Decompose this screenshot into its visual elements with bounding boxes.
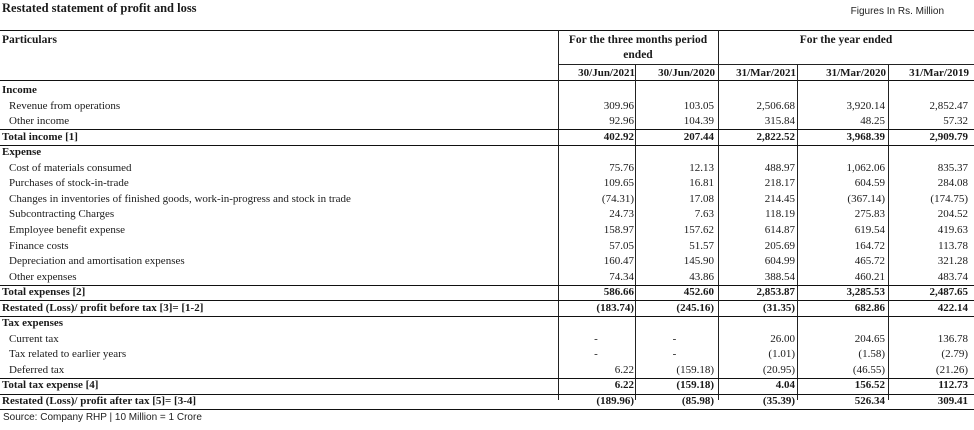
cell-value: 156.52 bbox=[854, 379, 885, 392]
cell-value: 275.83 bbox=[854, 208, 885, 221]
table-row bbox=[0, 346, 974, 362]
header-group-year: For the year ended bbox=[799, 34, 893, 46]
total-row bbox=[0, 300, 974, 316]
row-label: Other expenses bbox=[9, 270, 77, 283]
cell-value: - bbox=[672, 348, 677, 361]
cell-value: 604.99 bbox=[764, 255, 795, 268]
table-row bbox=[0, 206, 974, 222]
cell-value: (74.31) bbox=[601, 192, 634, 205]
cell-value: 7.63 bbox=[694, 208, 714, 221]
cell-value: 419.63 bbox=[937, 223, 968, 236]
cell-value: 619.54 bbox=[854, 223, 885, 236]
cell-value: 51.57 bbox=[689, 239, 714, 252]
cell-value: - bbox=[672, 332, 677, 345]
cell-value: 75.76 bbox=[609, 161, 634, 174]
cell-value: 158.97 bbox=[603, 223, 634, 236]
cell-value: - bbox=[594, 348, 598, 361]
cell-value: 2,853.87 bbox=[756, 286, 795, 299]
table-row bbox=[0, 238, 974, 254]
source-note: Source: Company RHP | 10 Million = 1 Crore bbox=[3, 412, 202, 423]
cell-value: 214.45 bbox=[764, 192, 795, 205]
cell-value: 3,920.14 bbox=[846, 99, 885, 112]
total-row bbox=[0, 284, 974, 300]
table-row bbox=[0, 253, 974, 269]
column-header-31-mar-2020: 31/Mar/2020 bbox=[826, 67, 886, 79]
row-label: Income bbox=[2, 84, 37, 96]
cell-value: 160.47 bbox=[603, 255, 634, 268]
cell-value: 2,909.79 bbox=[929, 130, 968, 143]
cell-value: 2,852.47 bbox=[929, 99, 968, 112]
total-row bbox=[0, 129, 974, 145]
header-group-quarter-line2: ended bbox=[623, 49, 653, 61]
cell-value: (21.26) bbox=[935, 363, 968, 376]
header-particulars: Particulars bbox=[2, 34, 57, 46]
cell-value: 112.73 bbox=[938, 379, 968, 392]
total-row bbox=[0, 393, 974, 409]
cell-value: (31.35) bbox=[762, 301, 795, 314]
cell-value: 3,285.53 bbox=[846, 286, 885, 299]
cell-value: 57.32 bbox=[943, 115, 968, 128]
cell-value: 164.72 bbox=[854, 239, 885, 252]
table-row bbox=[0, 113, 974, 129]
cell-value: 526.34 bbox=[854, 395, 885, 407]
cell-value: 218.17 bbox=[764, 177, 795, 190]
cell-value: (183.74) bbox=[596, 301, 634, 314]
cell-value: 284.08 bbox=[937, 177, 968, 190]
cell-value: 205.69 bbox=[764, 239, 795, 252]
row-label: Subcontracting Charges bbox=[9, 208, 115, 221]
cell-value: 460.21 bbox=[854, 270, 885, 283]
cell-value: 3,968.39 bbox=[846, 130, 885, 143]
table-row bbox=[0, 175, 974, 191]
row-rule bbox=[0, 409, 974, 410]
cell-value: (2.79) bbox=[941, 348, 968, 361]
row-label: Current tax bbox=[9, 332, 59, 345]
row-label: Total expenses [2] bbox=[2, 286, 86, 299]
section-row bbox=[0, 315, 974, 331]
row-label: Total income [1] bbox=[2, 130, 78, 143]
cell-value: 74.34 bbox=[609, 270, 634, 283]
cell-value: 109.65 bbox=[603, 177, 634, 190]
row-label: Tax related to earlier years bbox=[9, 348, 127, 361]
cell-value: 6.22 bbox=[614, 363, 634, 376]
cell-value: 452.60 bbox=[683, 286, 714, 299]
cell-value: (46.55) bbox=[852, 363, 885, 376]
section-row bbox=[0, 82, 974, 98]
cell-value: 488.97 bbox=[764, 161, 795, 174]
cell-value: 422.14 bbox=[937, 301, 968, 314]
column-header-30-jun-2021: 30/Jun/2021 bbox=[578, 67, 635, 79]
cell-value: 4.04 bbox=[775, 379, 795, 392]
cell-value: 207.44 bbox=[683, 130, 714, 143]
cell-value: 309.96 bbox=[603, 99, 634, 112]
cell-value: 104.39 bbox=[683, 115, 714, 128]
cell-value: 12.13 bbox=[689, 161, 714, 174]
cell-value: 118.19 bbox=[765, 208, 795, 221]
column-header-31-mar-2019: 31/Mar/2019 bbox=[909, 67, 969, 79]
cell-value: 2,822.52 bbox=[756, 130, 795, 143]
cell-value: 103.05 bbox=[683, 99, 714, 112]
row-label: Deferred tax bbox=[9, 363, 65, 376]
cell-value: 835.37 bbox=[937, 161, 968, 174]
cell-value: 388.54 bbox=[764, 270, 795, 283]
cell-value: 682.86 bbox=[854, 301, 885, 314]
cell-value: 136.78 bbox=[937, 332, 968, 345]
cell-value: 57.05 bbox=[609, 239, 634, 252]
cell-value: (367.14) bbox=[847, 192, 885, 205]
cell-value: 145.90 bbox=[683, 255, 714, 268]
row-label: Cost of materials consumed bbox=[9, 161, 132, 174]
cell-value: 204.65 bbox=[854, 332, 885, 345]
column-header-30-jun-2020: 30/Jun/2020 bbox=[658, 67, 715, 79]
cell-value: (174.75) bbox=[930, 192, 968, 205]
row-label: Changes in inventories of finished goods, work-in-progress and stock in trade bbox=[9, 192, 351, 205]
cell-value: (20.95) bbox=[762, 363, 795, 376]
cell-value: 92.96 bbox=[609, 115, 634, 128]
cell-value: 157.62 bbox=[683, 223, 714, 236]
cell-value: 402.92 bbox=[603, 130, 634, 143]
cell-value: 48.25 bbox=[860, 115, 885, 128]
cell-value: 321.28 bbox=[937, 255, 968, 268]
cell-value: 2,487.65 bbox=[929, 286, 968, 299]
table-row bbox=[0, 269, 974, 285]
cell-value: 24.73 bbox=[609, 208, 634, 221]
row-label: Restated (Loss)/ profit after tax [5]= [3-4] bbox=[2, 395, 197, 407]
row-label: Finance costs bbox=[9, 239, 69, 252]
table-row bbox=[0, 160, 974, 176]
row-label: Other income bbox=[9, 115, 70, 128]
cell-value: 1,062.06 bbox=[846, 161, 885, 174]
cell-value: (35.39) bbox=[762, 395, 795, 407]
cell-value: 604.59 bbox=[854, 177, 885, 190]
table-row bbox=[0, 331, 974, 347]
cell-value: (1.58) bbox=[858, 348, 885, 361]
table-row bbox=[0, 222, 974, 238]
units-note: Figures In Rs. Million bbox=[850, 6, 944, 17]
table-row bbox=[0, 362, 974, 378]
row-label: Employee benefit expense bbox=[9, 223, 126, 236]
cell-value: 586.66 bbox=[603, 286, 634, 299]
cell-value: (245.16) bbox=[676, 301, 714, 314]
cell-value: 17.08 bbox=[689, 192, 714, 205]
cell-value: 614.87 bbox=[764, 223, 795, 236]
cell-value: 16.81 bbox=[689, 177, 714, 190]
total-row bbox=[0, 377, 974, 393]
row-label: Expense bbox=[2, 146, 42, 159]
cell-value: (189.96) bbox=[596, 395, 634, 407]
row-label: Tax expenses bbox=[2, 317, 64, 330]
cell-value: (1.01) bbox=[768, 348, 795, 361]
row-label: Purchases of stock-in-trade bbox=[9, 177, 129, 190]
cell-value: 43.86 bbox=[689, 270, 714, 283]
column-header-31-mar-2021: 31/Mar/2021 bbox=[736, 67, 796, 79]
table-row bbox=[0, 98, 974, 114]
cell-value: 113.78 bbox=[938, 239, 968, 252]
table-top-rule bbox=[0, 30, 974, 31]
row-label: Total tax expense [4] bbox=[2, 379, 99, 392]
section-row bbox=[0, 144, 974, 160]
cell-value: 315.84 bbox=[764, 115, 795, 128]
table-row bbox=[0, 191, 974, 207]
row-label: Depreciation and amortisation expenses bbox=[9, 255, 185, 268]
cell-value: (159.18) bbox=[676, 379, 714, 392]
cell-value: 2,506.68 bbox=[756, 99, 795, 112]
cell-value: 483.74 bbox=[937, 270, 968, 283]
row-label: Restated (Loss)/ profit before tax [3]= [1-2] bbox=[2, 301, 204, 314]
cell-value: 204.52 bbox=[937, 208, 968, 221]
cell-value: 465.72 bbox=[854, 255, 885, 268]
cell-value: (85.98) bbox=[681, 395, 714, 407]
cell-value: (159.18) bbox=[676, 363, 714, 376]
header-group-quarter-line1: For the three months period bbox=[568, 34, 708, 46]
cell-value: - bbox=[594, 332, 598, 345]
statement-title: Restated statement of profit and loss bbox=[2, 1, 197, 15]
cell-value: 6.22 bbox=[614, 379, 634, 392]
cell-value: 26.00 bbox=[770, 332, 795, 345]
row-label: Revenue from operations bbox=[9, 99, 121, 112]
cell-value: 309.41 bbox=[937, 395, 968, 407]
